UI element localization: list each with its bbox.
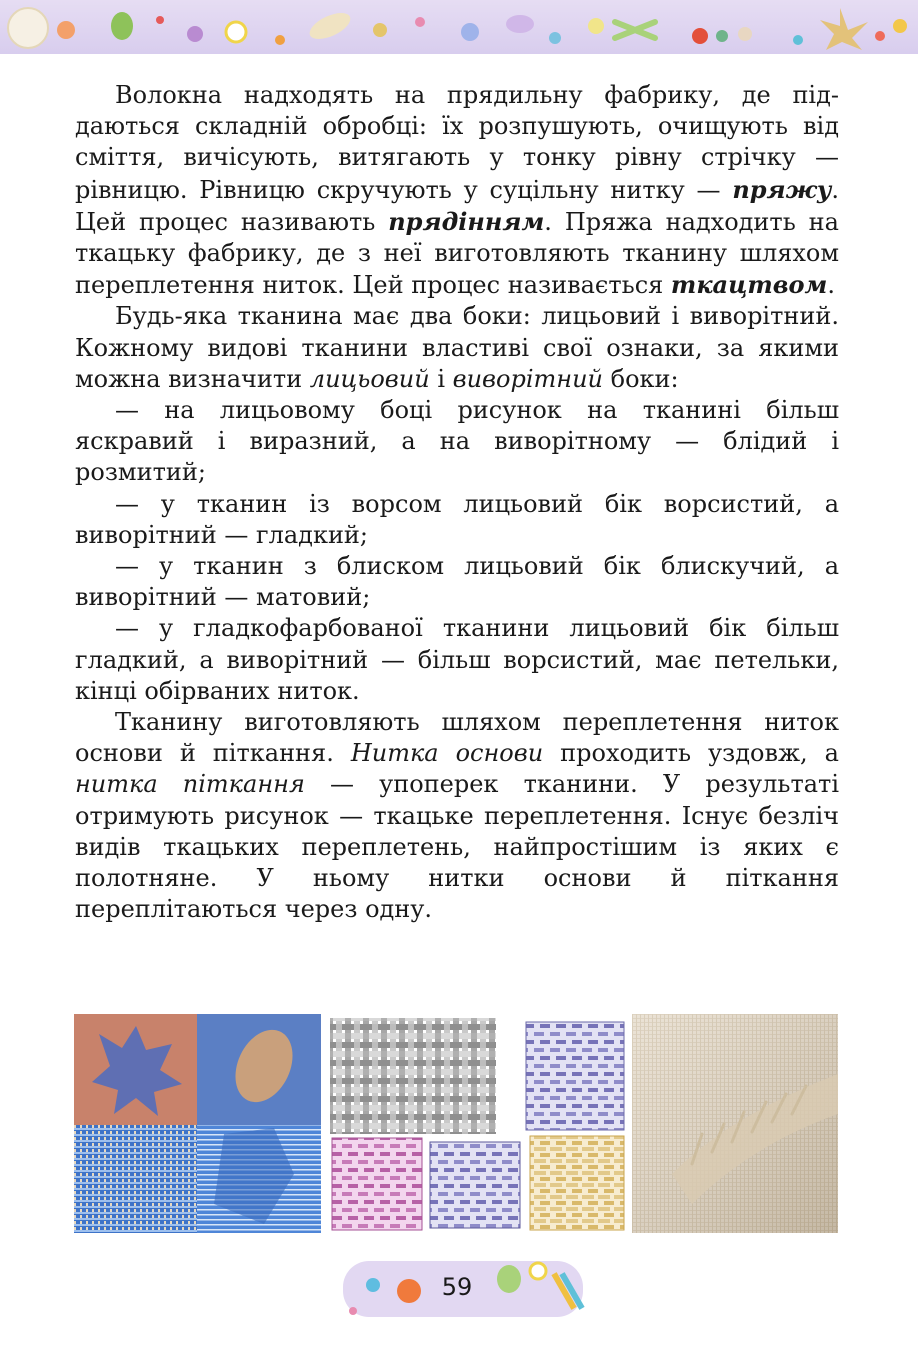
- decorative-top-border: [0, 0, 918, 54]
- term-face-side: лицьовий: [309, 364, 430, 393]
- paragraph-weave: [75, 707, 839, 925]
- paragraph-text: Будь-яка тканина має два боки: лицьовий і виворітний. Кожному видові тканини властиві свої ознаки, за якими можна визначити: [75, 302, 839, 393]
- decorative-ornaments-icon: [0, 0, 918, 54]
- term-back-side: виворітний: [452, 364, 603, 393]
- list-item: — у тканин з блиском лицьовий бік блискучий, а виворітний — матовий;: [75, 552, 839, 612]
- paragraph-text: і: [429, 364, 453, 393]
- list-item: — у тканин із ворсом лицьовий бік ворсистий, а виворітний — гладкий;: [75, 489, 839, 549]
- list-item: — у гладкофарбованої тканини лицьовий бік більш гладкий, а виворітний — більш ворсистий, має петельки, кінці обірваних ниток.: [75, 614, 839, 705]
- paragraph-text: — упоперек тканини. У результаті отримують рисунок — ткацьке переплетення. Існує безліч видів ткацьких переплетень, найпростішим із яких є полотняне. У ньому нитки основи й піткання переплітаються через одну.: [75, 770, 839, 924]
- paragraph-text: проходить уздовж, а: [543, 739, 839, 768]
- weave-diagrams: [326, 1014, 628, 1233]
- page-number: 59: [441, 1273, 473, 1301]
- paragraph-fabric-sides: [75, 301, 839, 395]
- paragraph-text: . Пряжа надходить на ткацьку фабрику, де з неї виготовляють тканину шляхом переплетення ниток. Цей процес називається: [75, 207, 839, 300]
- term-warp-thread: Нитка основи: [350, 739, 544, 768]
- main-text: [75, 80, 839, 925]
- term-yarn: пряжу: [732, 174, 832, 204]
- burlap-fabric-photo: [632, 1014, 838, 1233]
- fabric-sides-photo: [74, 1014, 321, 1233]
- term-spinning: прядінням: [388, 206, 545, 236]
- paragraph-spinning-weaving: [75, 80, 839, 301]
- paragraph-text: Тканину виготовляють шляхом переплетення ниток основи й піткання.: [75, 708, 839, 768]
- list-item: — на лицьовому боці рисунок на тканині більш яскравий і виразний, а на виворітному — блідий і розмитий;: [75, 396, 839, 487]
- term-weaving: ткацтвом: [670, 270, 828, 300]
- paragraph-text: Волокна надходять на прядильну фабрику, де піддаються складній обробці: їх розпушують, очищують від сміття, вичісують, витягають у тонку рівну стрічку — рівницю. Рівницю скручують у суцільну нитку —: [75, 81, 839, 204]
- paragraph-text: .: [827, 271, 836, 300]
- term-weft-thread: нитка піткання: [75, 770, 305, 799]
- paragraph-text: боки:: [603, 364, 679, 393]
- paragraph-text: . Цей процес називають: [75, 175, 839, 236]
